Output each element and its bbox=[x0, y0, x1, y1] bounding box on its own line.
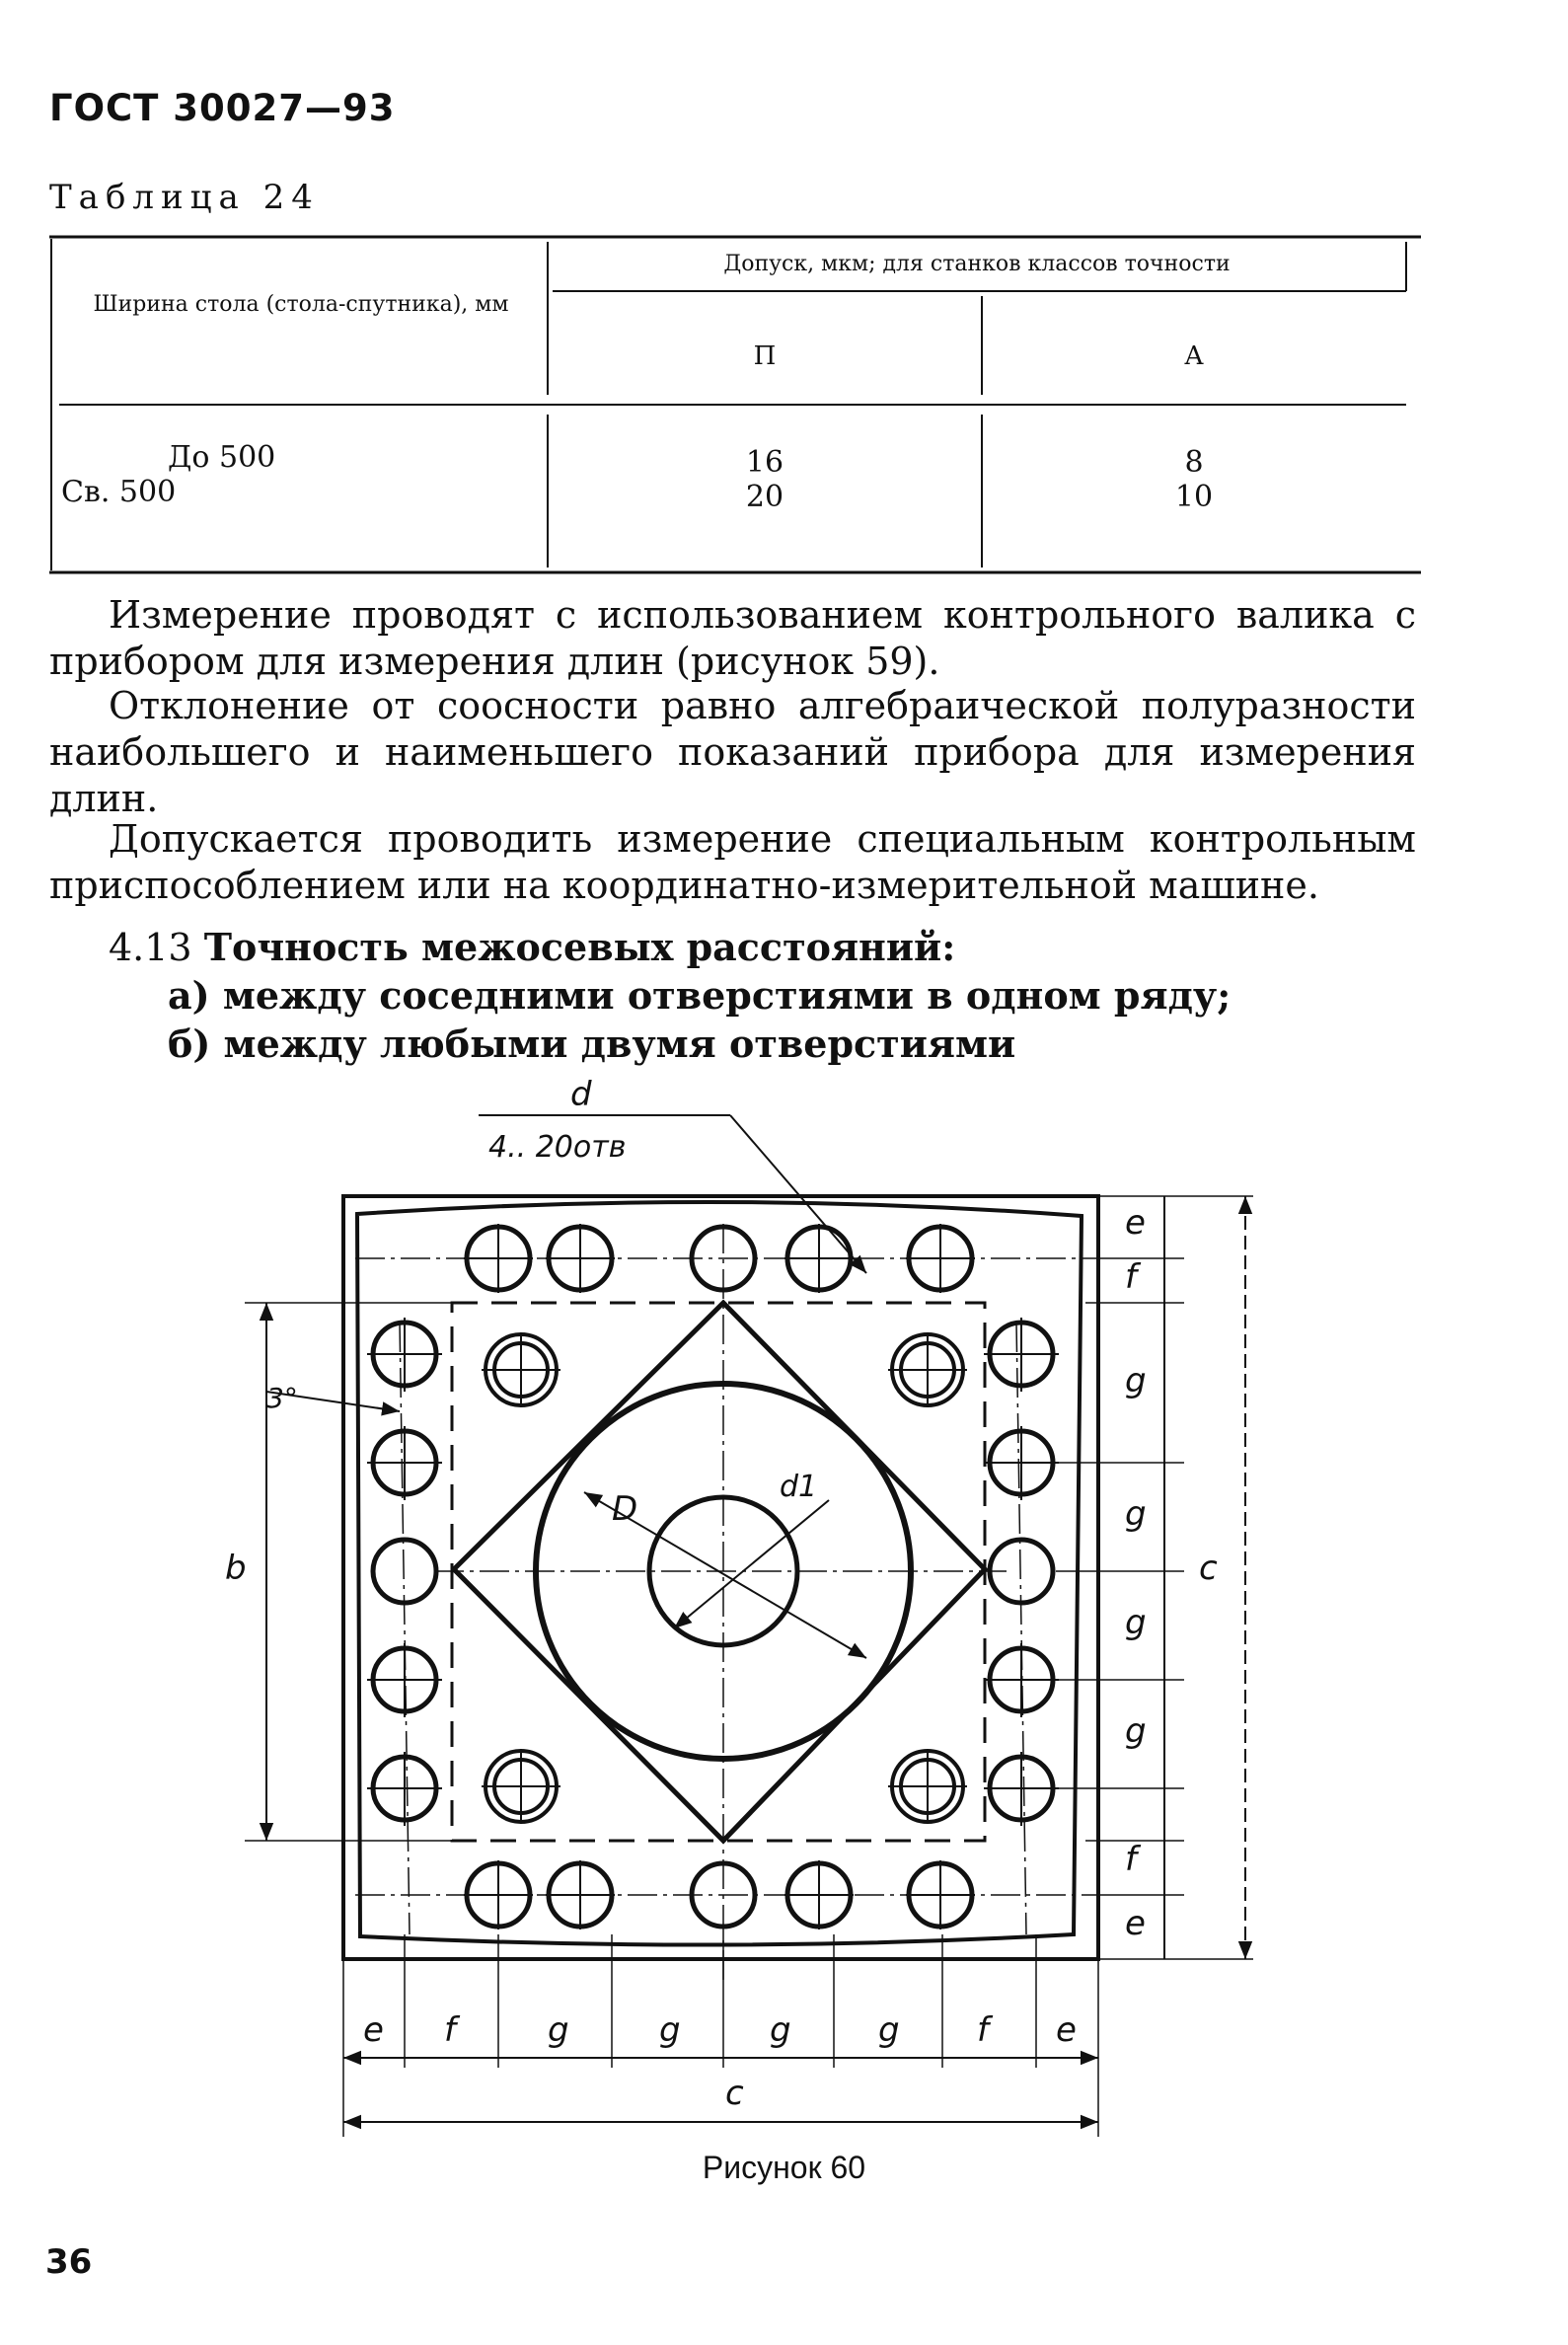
section-title: Точность межосевых расстояний: bbox=[203, 925, 956, 969]
table-cell-width-row1: До 500 bbox=[168, 440, 276, 475]
dim-right-6: f bbox=[1125, 1840, 1137, 1879]
table-cell-a-row1: 8 bbox=[1184, 445, 1204, 480]
section-item-a: а) между соседними отверстиями в одном ряду; bbox=[168, 973, 1232, 1018]
dim-bottom-3: g bbox=[659, 2010, 681, 2050]
label-c-right: c bbox=[1199, 1549, 1218, 1588]
dim-right-3: g bbox=[1125, 1494, 1147, 1534]
dim-right-7: e bbox=[1125, 1904, 1146, 1943]
label-d1: d1 bbox=[780, 1470, 818, 1504]
bushed-holes bbox=[485, 1334, 963, 1822]
table-header-tolerance: Допуск, мкм; для станков классов точности bbox=[723, 252, 1231, 276]
paragraph-allowance: Допускается проводить измерение специальным контрольным приспособлением или на координатно-измерительной машине. bbox=[49, 817, 1416, 907]
label-c-bottom: c bbox=[725, 2074, 744, 2113]
section-heading bbox=[109, 923, 955, 972]
section-item-b: б) между любыми двумя отверстиями bbox=[168, 1021, 1016, 1066]
section-number: 4.13 bbox=[109, 926, 192, 969]
table-cell-p-row2: 20 bbox=[745, 480, 784, 514]
table-header-class-a: А bbox=[1184, 341, 1204, 371]
dim-right-5: g bbox=[1125, 1711, 1147, 1751]
paragraph-measurement: Измерение проводят с использованием контрольного валика с прибором для измерения длин (рисунок 59). bbox=[49, 593, 1416, 683]
label-angle: 3° bbox=[266, 1382, 298, 1414]
table-header-class-p: П bbox=[753, 341, 777, 371]
dim-bottom-6: f bbox=[977, 2010, 989, 2050]
label-b: b bbox=[225, 1549, 247, 1588]
page-number: 36 bbox=[45, 2242, 93, 2282]
top-row-holes bbox=[467, 1227, 972, 1927]
dim-bottom-7: e bbox=[1056, 2010, 1077, 2050]
dim-bottom-4: g bbox=[770, 2010, 791, 2050]
label-D: D bbox=[612, 1489, 638, 1529]
table-cell-p-row1: 16 bbox=[745, 445, 784, 480]
label-holes: 4.. 20отв bbox=[488, 1130, 627, 1165]
paragraph-deviation: Отклонение от соосности равно алгебраической полуразности наибольшего и наименьшего показаний прибора для измерения длин. bbox=[49, 684, 1416, 820]
document-header: ГОСТ 30027—93 bbox=[49, 87, 396, 129]
figure-caption: Рисунок 60 bbox=[702, 2150, 866, 2185]
table-cell-width-row2: Св. 500 bbox=[61, 475, 177, 509]
dim-bottom-5: g bbox=[878, 2010, 900, 2050]
dim-right-4: g bbox=[1125, 1603, 1147, 1642]
dim-bottom-2: g bbox=[548, 2010, 569, 2050]
dim-bottom-0: e bbox=[363, 2010, 384, 2050]
table-cell-a-row2: 10 bbox=[1174, 480, 1214, 514]
dim-right-0: e bbox=[1125, 1203, 1146, 1243]
label-d: d bbox=[570, 1075, 592, 1114]
dim-bottom-1: f bbox=[444, 2010, 456, 2050]
dim-right-1: f bbox=[1125, 1257, 1137, 1297]
figure-60 bbox=[0, 1066, 1568, 2142]
dim-right-2: g bbox=[1125, 1361, 1147, 1400]
table-caption: Таблица 24 bbox=[49, 178, 320, 217]
table-header-width: Ширина стола (стола-спутника), мм bbox=[93, 292, 509, 317]
